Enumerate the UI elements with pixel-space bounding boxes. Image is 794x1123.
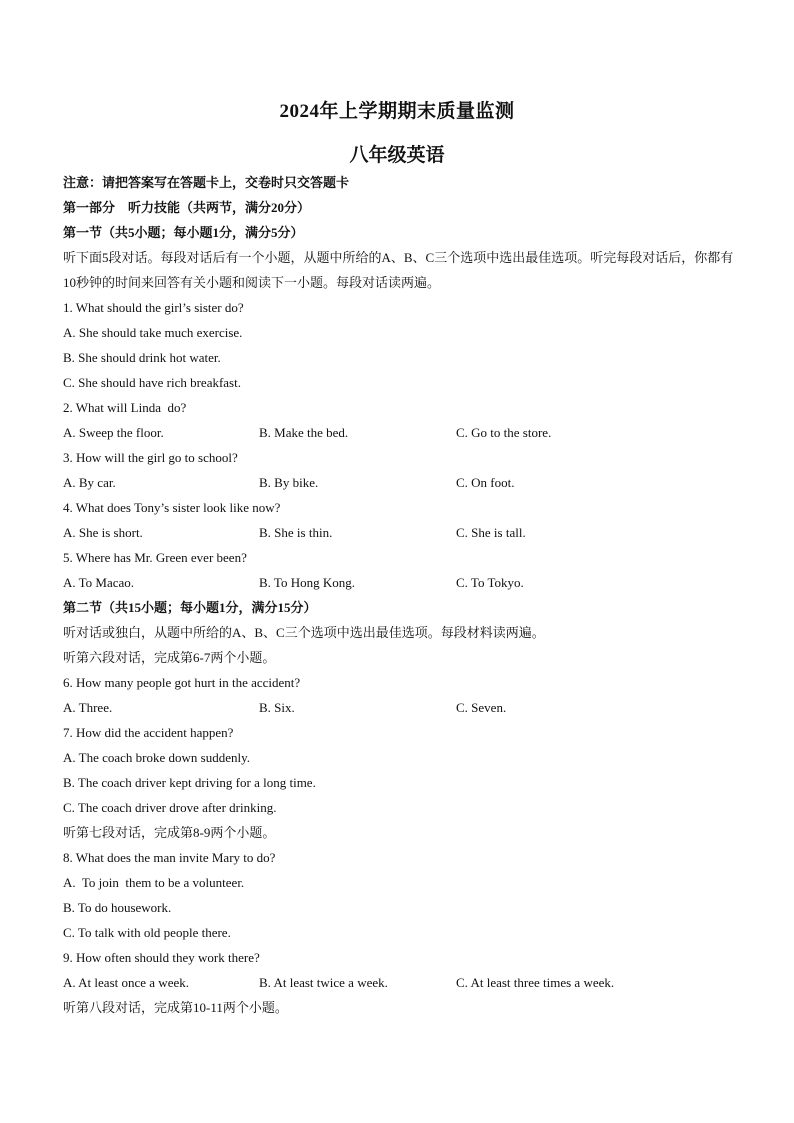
q2-option-c: C. Go to the store. (456, 425, 552, 440)
q4-option-c: C. She is tall. (456, 525, 526, 540)
q3-option-a: A. By car. (63, 475, 116, 490)
q6-option-c: C. Seven. (456, 700, 507, 715)
q3-option-c: C. On foot. (456, 475, 515, 490)
dialog7-intro: 听第七段对话，完成第8-9两个小题。 (63, 825, 276, 840)
q5-option-b: B. To Hong Kong. (259, 575, 355, 590)
q8-option-a: A. To join them to be a volunteer. (63, 875, 245, 890)
question-6: 6. How many people got hurt in the accident? (63, 675, 301, 690)
q5-option-a: A. To Macao. (63, 575, 135, 590)
q4-option-a: A. She is short. (63, 525, 143, 540)
q1-option-b: B. She should drink hot water. (63, 350, 221, 365)
notice: 注意：请把答案写在答题卡上，交卷时只交答题卡 (63, 175, 350, 190)
section2-instructions: 听对话或独白，从题中所给的A、B、C三个选项中选出最佳选项。每段材料读两遍。 (63, 625, 545, 640)
question-7: 7. How did the accident happen? (63, 725, 234, 740)
question-2: 2. What will Linda do? (63, 400, 187, 415)
question-8: 8. What does the man invite Mary to do? (63, 850, 276, 865)
section1-instructions: 听下面5段对话。每段对话后有一个小题，从题中所给的A、B、C三个选项中选出最佳选项。听完每段对话后，你都有10秒钟的时间来回答有关小题和阅读下一小题。每段对话读两遍。 (63, 250, 734, 290)
question-9: 9. How often should they work there? (63, 950, 260, 965)
question-3: 3. How will the girl go to school? (63, 450, 238, 465)
q1-option-a: A. She should take much exercise. (63, 325, 243, 340)
q7-option-c: C. The coach driver drove after drinking. (63, 800, 277, 815)
q8-option-b: B. To do housework. (63, 900, 172, 915)
q7-option-b: B. The coach driver kept driving for a long time. (63, 775, 316, 790)
question-4: 4. What does Tony’s sister look like now? (63, 500, 281, 515)
q2-option-a: A. Sweep the floor. (63, 425, 164, 440)
q6-option-a: A. Three. (63, 700, 113, 715)
section1-heading: 第一节（共5小题；每小题1分，满分5分） (63, 225, 304, 240)
q5-option-c: C. To Tokyo. (456, 575, 524, 590)
part1-heading: 第一部分 听力技能（共两节，满分20分） (63, 200, 311, 215)
q9-option-a: A. At least once a week. (63, 975, 189, 990)
dialog6-intro: 听第六段对话，完成第6-7两个小题。 (63, 650, 276, 665)
question-1: 1. What should the girl’s sister do? (63, 300, 244, 315)
q6-option-b: B. Six. (259, 700, 295, 715)
q8-option-c: C. To talk with old people there. (63, 925, 231, 940)
q9-option-b: B. At least twice a week. (259, 975, 388, 990)
question-5: 5. Where has Mr. Green ever been? (63, 550, 247, 565)
q9-option-c: C. At least three times a week. (456, 975, 615, 990)
q4-option-b: B. She is thin. (259, 525, 333, 540)
q7-option-a: A. The coach broke down suddenly. (63, 750, 251, 765)
dialog8-intro: 听第八段对话，完成第10-11两个小题。 (63, 1000, 288, 1015)
q1-option-c: C. She should have rich breakfast. (63, 375, 241, 390)
q2-option-b: B. Make the bed. (259, 425, 349, 440)
exam-title: 2024年上学期期末质量监测 (279, 101, 515, 122)
exam-subtitle: 八年级英语 (349, 145, 445, 166)
q3-option-b: B. By bike. (259, 475, 319, 490)
section2-heading: 第二节（共15小题；每小题1分，满分15分） (63, 600, 317, 615)
